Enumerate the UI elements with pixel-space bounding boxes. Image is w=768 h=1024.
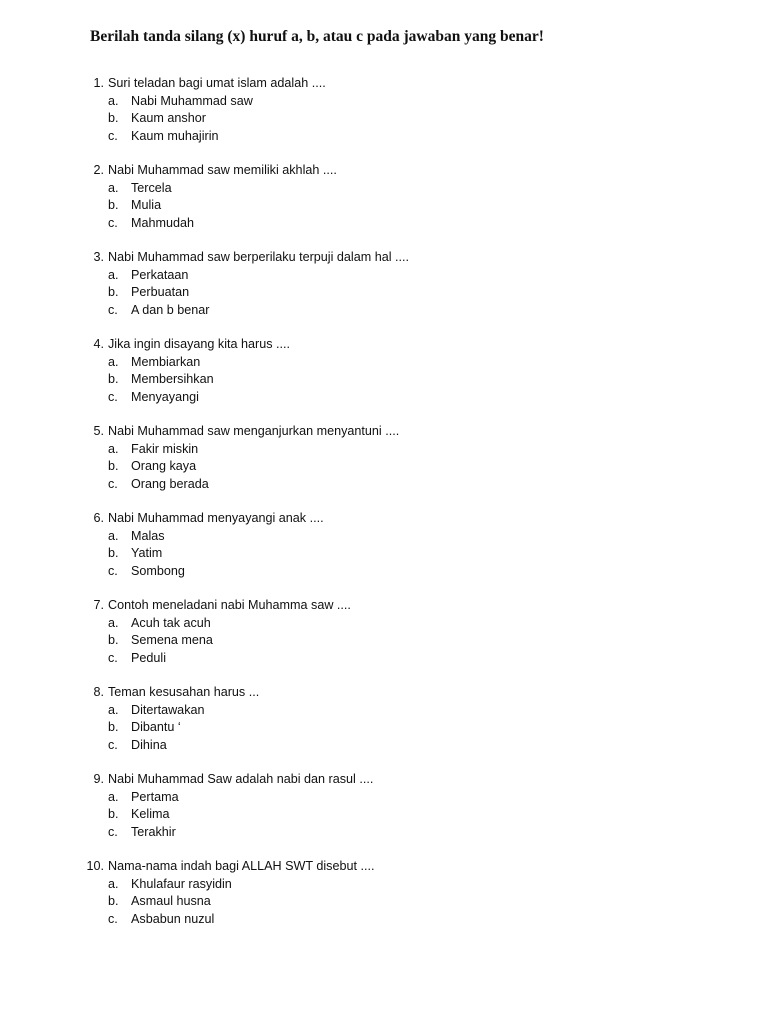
answer-option[interactable] xyxy=(0,702,768,720)
option-text: Mulia xyxy=(131,198,162,213)
answer-option[interactable] xyxy=(0,806,768,824)
option-letter: a. xyxy=(108,267,119,282)
answer-option[interactable] xyxy=(0,476,768,494)
question-text: Suri teladan bagi umat islam adalah .... xyxy=(108,76,326,90)
option-text: Ditertawakan xyxy=(131,702,205,717)
option-text: Orang kaya xyxy=(131,459,197,474)
answer-option[interactable] xyxy=(0,545,768,563)
option-letter: c. xyxy=(108,128,118,143)
question-number: 6. xyxy=(93,511,104,525)
question-item xyxy=(0,771,768,858)
answer-option[interactable] xyxy=(0,563,768,581)
question-number: 7. xyxy=(93,598,104,612)
option-text: Asmaul husna xyxy=(131,894,211,909)
answer-option[interactable] xyxy=(0,180,768,198)
option-letter: a. xyxy=(108,354,119,369)
question-line xyxy=(0,75,768,93)
option-letter: a. xyxy=(108,180,119,195)
instruction-heading: Berilah tanda silang (x) huruf a, b, atau c pada jawaban yang benar! xyxy=(90,28,544,45)
option-letter: c. xyxy=(108,476,118,491)
option-text: Membersihkan xyxy=(131,372,214,387)
option-text: Terakhir xyxy=(131,824,176,839)
option-text: Malas xyxy=(131,528,165,543)
option-text: Semena mena xyxy=(131,633,213,648)
option-text: Perbuatan xyxy=(131,285,190,300)
option-letter: a. xyxy=(108,93,119,108)
answer-option[interactable] xyxy=(0,371,768,389)
question-text: Nabi Muhammad menyayangi anak .... xyxy=(108,511,324,525)
question-number: 3. xyxy=(93,250,104,264)
question-line xyxy=(0,771,768,789)
option-letter: c. xyxy=(108,824,118,839)
question-item xyxy=(0,249,768,336)
option-letter: c. xyxy=(108,737,118,752)
question-item xyxy=(0,858,768,945)
option-text: Fakir miskin xyxy=(131,441,199,456)
answer-option[interactable] xyxy=(0,893,768,911)
question-number: 10. xyxy=(86,859,104,873)
option-letter: b. xyxy=(108,807,119,822)
option-letter: c. xyxy=(108,563,118,578)
option-text: Tercela xyxy=(131,180,172,195)
option-text: Kelima xyxy=(131,807,170,822)
question-line xyxy=(0,858,768,876)
option-text: Kaum muhajirin xyxy=(131,128,219,143)
answer-option[interactable] xyxy=(0,458,768,476)
option-text: Menyayangi xyxy=(131,389,199,404)
question-line xyxy=(0,597,768,615)
option-letter: b. xyxy=(108,633,119,648)
answer-option[interactable] xyxy=(0,719,768,737)
option-letter: a. xyxy=(108,876,119,891)
option-text: Khulafaur rasyidin xyxy=(131,876,232,891)
question-text: Nabi Muhammad saw memiliki akhlah .... xyxy=(108,163,337,177)
option-text: Kaum anshor xyxy=(131,111,206,126)
option-text: Acuh tak acuh xyxy=(131,615,211,630)
question-text: Nabi Muhammad Saw adalah nabi dan rasul .... xyxy=(108,772,374,786)
option-text: Dihina xyxy=(131,737,167,752)
answer-option[interactable] xyxy=(0,354,768,372)
option-letter: a. xyxy=(108,702,119,717)
option-letter: c. xyxy=(108,215,118,230)
option-text: Membiarkan xyxy=(131,354,201,369)
option-letter: a. xyxy=(108,528,119,543)
option-letter: b. xyxy=(108,720,119,735)
option-letter: b. xyxy=(108,285,119,300)
option-letter: b. xyxy=(108,459,119,474)
question-number: 9. xyxy=(93,772,104,786)
answer-option[interactable] xyxy=(0,128,768,146)
answer-option[interactable] xyxy=(0,615,768,633)
option-letter: b. xyxy=(108,894,119,909)
question-line xyxy=(0,684,768,702)
option-text: Orang berada xyxy=(131,476,209,491)
question-number: 5. xyxy=(93,424,104,438)
option-letter: c. xyxy=(108,650,118,665)
option-letter: b. xyxy=(108,111,119,126)
answer-option[interactable] xyxy=(0,302,768,320)
answer-option[interactable] xyxy=(0,528,768,546)
question-item xyxy=(0,162,768,249)
option-text: Perkataan xyxy=(131,267,189,282)
answer-option[interactable] xyxy=(0,876,768,894)
answer-option[interactable] xyxy=(0,215,768,233)
answer-option[interactable] xyxy=(0,93,768,111)
option-letter: b. xyxy=(108,372,119,387)
answer-option[interactable] xyxy=(0,389,768,407)
option-text: Mahmudah xyxy=(131,215,195,230)
answer-option[interactable] xyxy=(0,650,768,668)
option-text: Sombong xyxy=(131,563,185,578)
question-number: 2. xyxy=(93,163,104,177)
option-letter: c. xyxy=(108,302,118,317)
answer-option[interactable] xyxy=(0,911,768,929)
option-text: Nabi Muhammad saw xyxy=(131,93,253,108)
option-letter: b. xyxy=(108,198,119,213)
answer-option[interactable] xyxy=(0,284,768,302)
question-text: Contoh meneladani nabi Muhamma saw .... xyxy=(108,598,351,612)
option-text: Dibantu ‘ xyxy=(131,720,181,735)
answer-option[interactable] xyxy=(0,632,768,650)
answer-option[interactable] xyxy=(0,824,768,842)
question-line xyxy=(0,336,768,354)
question-line xyxy=(0,423,768,441)
option-text: Yatim xyxy=(131,546,163,561)
question-line xyxy=(0,249,768,267)
question-item xyxy=(0,336,768,423)
option-text: Asbabun nuzul xyxy=(131,911,215,926)
question-text: Nabi Muhammad saw berperilaku terpuji dalam hal .... xyxy=(108,250,409,264)
question-item xyxy=(0,684,768,771)
question-item xyxy=(0,510,768,597)
question-text: Nabi Muhammad saw menganjurkan menyantuni .... xyxy=(108,424,400,438)
question-text: Jika ingin disayang kita harus .... xyxy=(108,337,291,351)
option-letter: b. xyxy=(108,546,119,561)
option-letter: a. xyxy=(108,615,119,630)
option-letter: c. xyxy=(108,911,118,926)
option-letter: a. xyxy=(108,789,119,804)
question-item xyxy=(0,597,768,684)
question-item xyxy=(0,423,768,510)
question-number: 4. xyxy=(93,337,104,351)
option-letter: c. xyxy=(108,389,118,404)
question-number: 1. xyxy=(93,76,104,90)
answer-option[interactable] xyxy=(0,110,768,128)
question-text: Nama-nama indah bagi ALLAH SWT disebut .... xyxy=(108,859,375,873)
question-item xyxy=(0,75,768,162)
question-number: 8. xyxy=(93,685,104,699)
option-letter: a. xyxy=(108,441,119,456)
question-list xyxy=(0,75,768,945)
option-text: A dan b benar xyxy=(131,302,210,317)
question-line xyxy=(0,510,768,528)
answer-option[interactable] xyxy=(0,789,768,807)
answer-option[interactable] xyxy=(0,737,768,755)
question-text: Teman kesusahan harus ... xyxy=(108,685,260,699)
answer-option[interactable] xyxy=(0,267,768,285)
option-text: Peduli xyxy=(131,650,167,665)
option-text: Pertama xyxy=(131,789,179,804)
question-line xyxy=(0,162,768,180)
answer-option[interactable] xyxy=(0,197,768,215)
answer-option[interactable] xyxy=(0,441,768,459)
